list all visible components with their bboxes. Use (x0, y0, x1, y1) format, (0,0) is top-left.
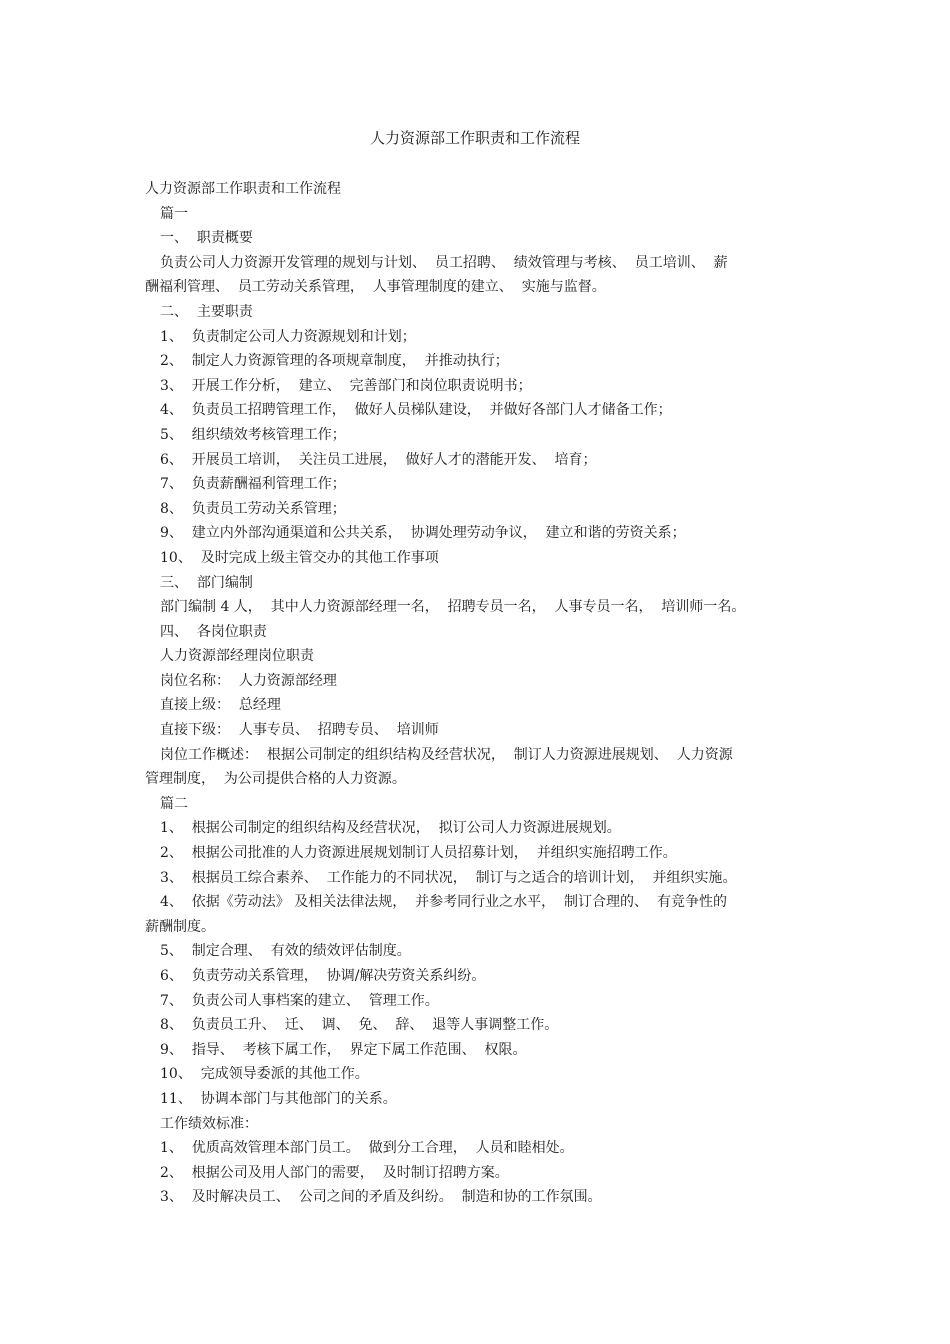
text-line: 四、 各岗位职责 (160, 623, 267, 640)
text-line: 10、 完成领导委派的其他工作。 (160, 1066, 369, 1083)
text-line: 5、 组织绩效考核管理工作； (160, 426, 346, 443)
text-line: 6、 负责劳动关系管理， 协调/解决劳资关系纠纷。 (160, 968, 486, 984)
text-line: 岗位工作概述： 根据公司制定的组织结构及经营状况， 制订人力资源进展规划、 人力资源 (160, 746, 733, 763)
text-line: 6、 开展员工培训， 关注员工进展， 做好人才的潜能开发、 培育； (160, 451, 597, 468)
text-line: 5、 制定合理、 有效的绩效评估制度。 (160, 943, 411, 960)
text-line: 人力资源部经理岗位职责 (160, 648, 314, 665)
text-line: 8、 负责员工劳动关系管理； (160, 500, 346, 517)
text-line: 三、 部门编制 (160, 574, 253, 591)
text-line: 2、 根据公司及用人部门的需要， 及时制订招聘方案。 (160, 1164, 509, 1181)
text-line: 7、 负责薪酬福利管理工作； (160, 476, 346, 493)
text-line: 工作绩效标准： (160, 1115, 258, 1132)
text-line: 1、 负责制定公司人力资源规划和计划； (160, 328, 416, 345)
text-line: 篇二 (160, 795, 188, 812)
text-line: 8、 负责员工升、 迁、 调、 免、 辞、 退等人事调整工作。 (160, 1017, 559, 1034)
text-line: 9、 建立内外部沟通渠道和公共关系， 协调处理劳动争议， 建立和谐的劳资关系； (160, 525, 686, 542)
text-line: 一、 职责概要 (160, 230, 253, 247)
text-line: 人力资源部工作职责和工作流程 (145, 181, 341, 197)
text-line: 3、 根据员工综合素养、 工作能力的不同状况， 制订与之适合的培训计划， 并组织实施。 (160, 869, 737, 886)
text-line: 直接上级： 总经理 (160, 697, 281, 714)
text-line: 岗位名称： 人力资源部经理 (160, 672, 337, 689)
text-line: 1、 优质高效管理本部门员工。 做到分工合理， 人员和睦相处。 (160, 1140, 574, 1157)
text-line: 二、 主要职责 (160, 303, 253, 320)
text-line: 3、 及时解决员工、 公司之间的矛盾及纠纷。 制造和协的工作氛围。 (160, 1189, 602, 1206)
text-line: 2、 制定人力资源管理的各项规章制度， 并推动执行； (160, 353, 509, 370)
text-line: 7、 负责公司人事档案的建立、 管理工作。 (160, 992, 439, 1009)
page-title: 人力资源部工作职责和工作流程 (369, 129, 580, 147)
text-line: 4、 依据《劳动法》 及相关法律法规， 并参考同行业之水平， 制订合理的、 有竞争性的 (160, 894, 727, 911)
text-line: 负责公司人力资源开发管理的规划与计划、 员工招聘、 绩效管理与考核、 员工培训、 薪 (160, 254, 728, 271)
document-body (145, 177, 825, 1210)
text-line: 篇一 (160, 205, 188, 222)
text-line: 1、 根据公司制定的组织结构及经营状况， 拟订公司人力资源进展规划。 (160, 820, 621, 837)
text-line: 2、 根据公司批准的人力资源进展规划制订人员招募计划， 并组织实施招聘工作。 (160, 845, 677, 862)
text-line: 10、 及时完成上级主管交办的其他工作事项 (160, 549, 439, 566)
text-line: 薪酬制度。 (145, 918, 215, 935)
text-line: 管理制度， 为公司提供合格的人力资源。 (145, 771, 406, 788)
text-line: 4、 负责员工招聘管理工作， 做好人员梯队建设， 并做好各部门人才储备工作； (160, 402, 672, 419)
text-line: 部门编制 4 人， 其中人力资源部经理一名， 招聘专员一名， 人事专员一名， 培训师一名。 (160, 599, 746, 616)
text-line: 9、 指导、 考核下属工作， 界定下属工作范围、 权限。 (160, 1041, 527, 1058)
text-line: 直接下级： 人事专员、 招聘专员、 培训师 (160, 722, 439, 739)
text-line: 酬福利管理、 员工劳动关系管理， 人事管理制度的建立、 实施与监督。 (145, 279, 606, 296)
text-line: 3、 开展工作分析， 建立、 完善部门和岗位职责说明书； (160, 377, 532, 394)
text-line: 11、 协调本部门与其他部门的关系。 (160, 1090, 397, 1107)
